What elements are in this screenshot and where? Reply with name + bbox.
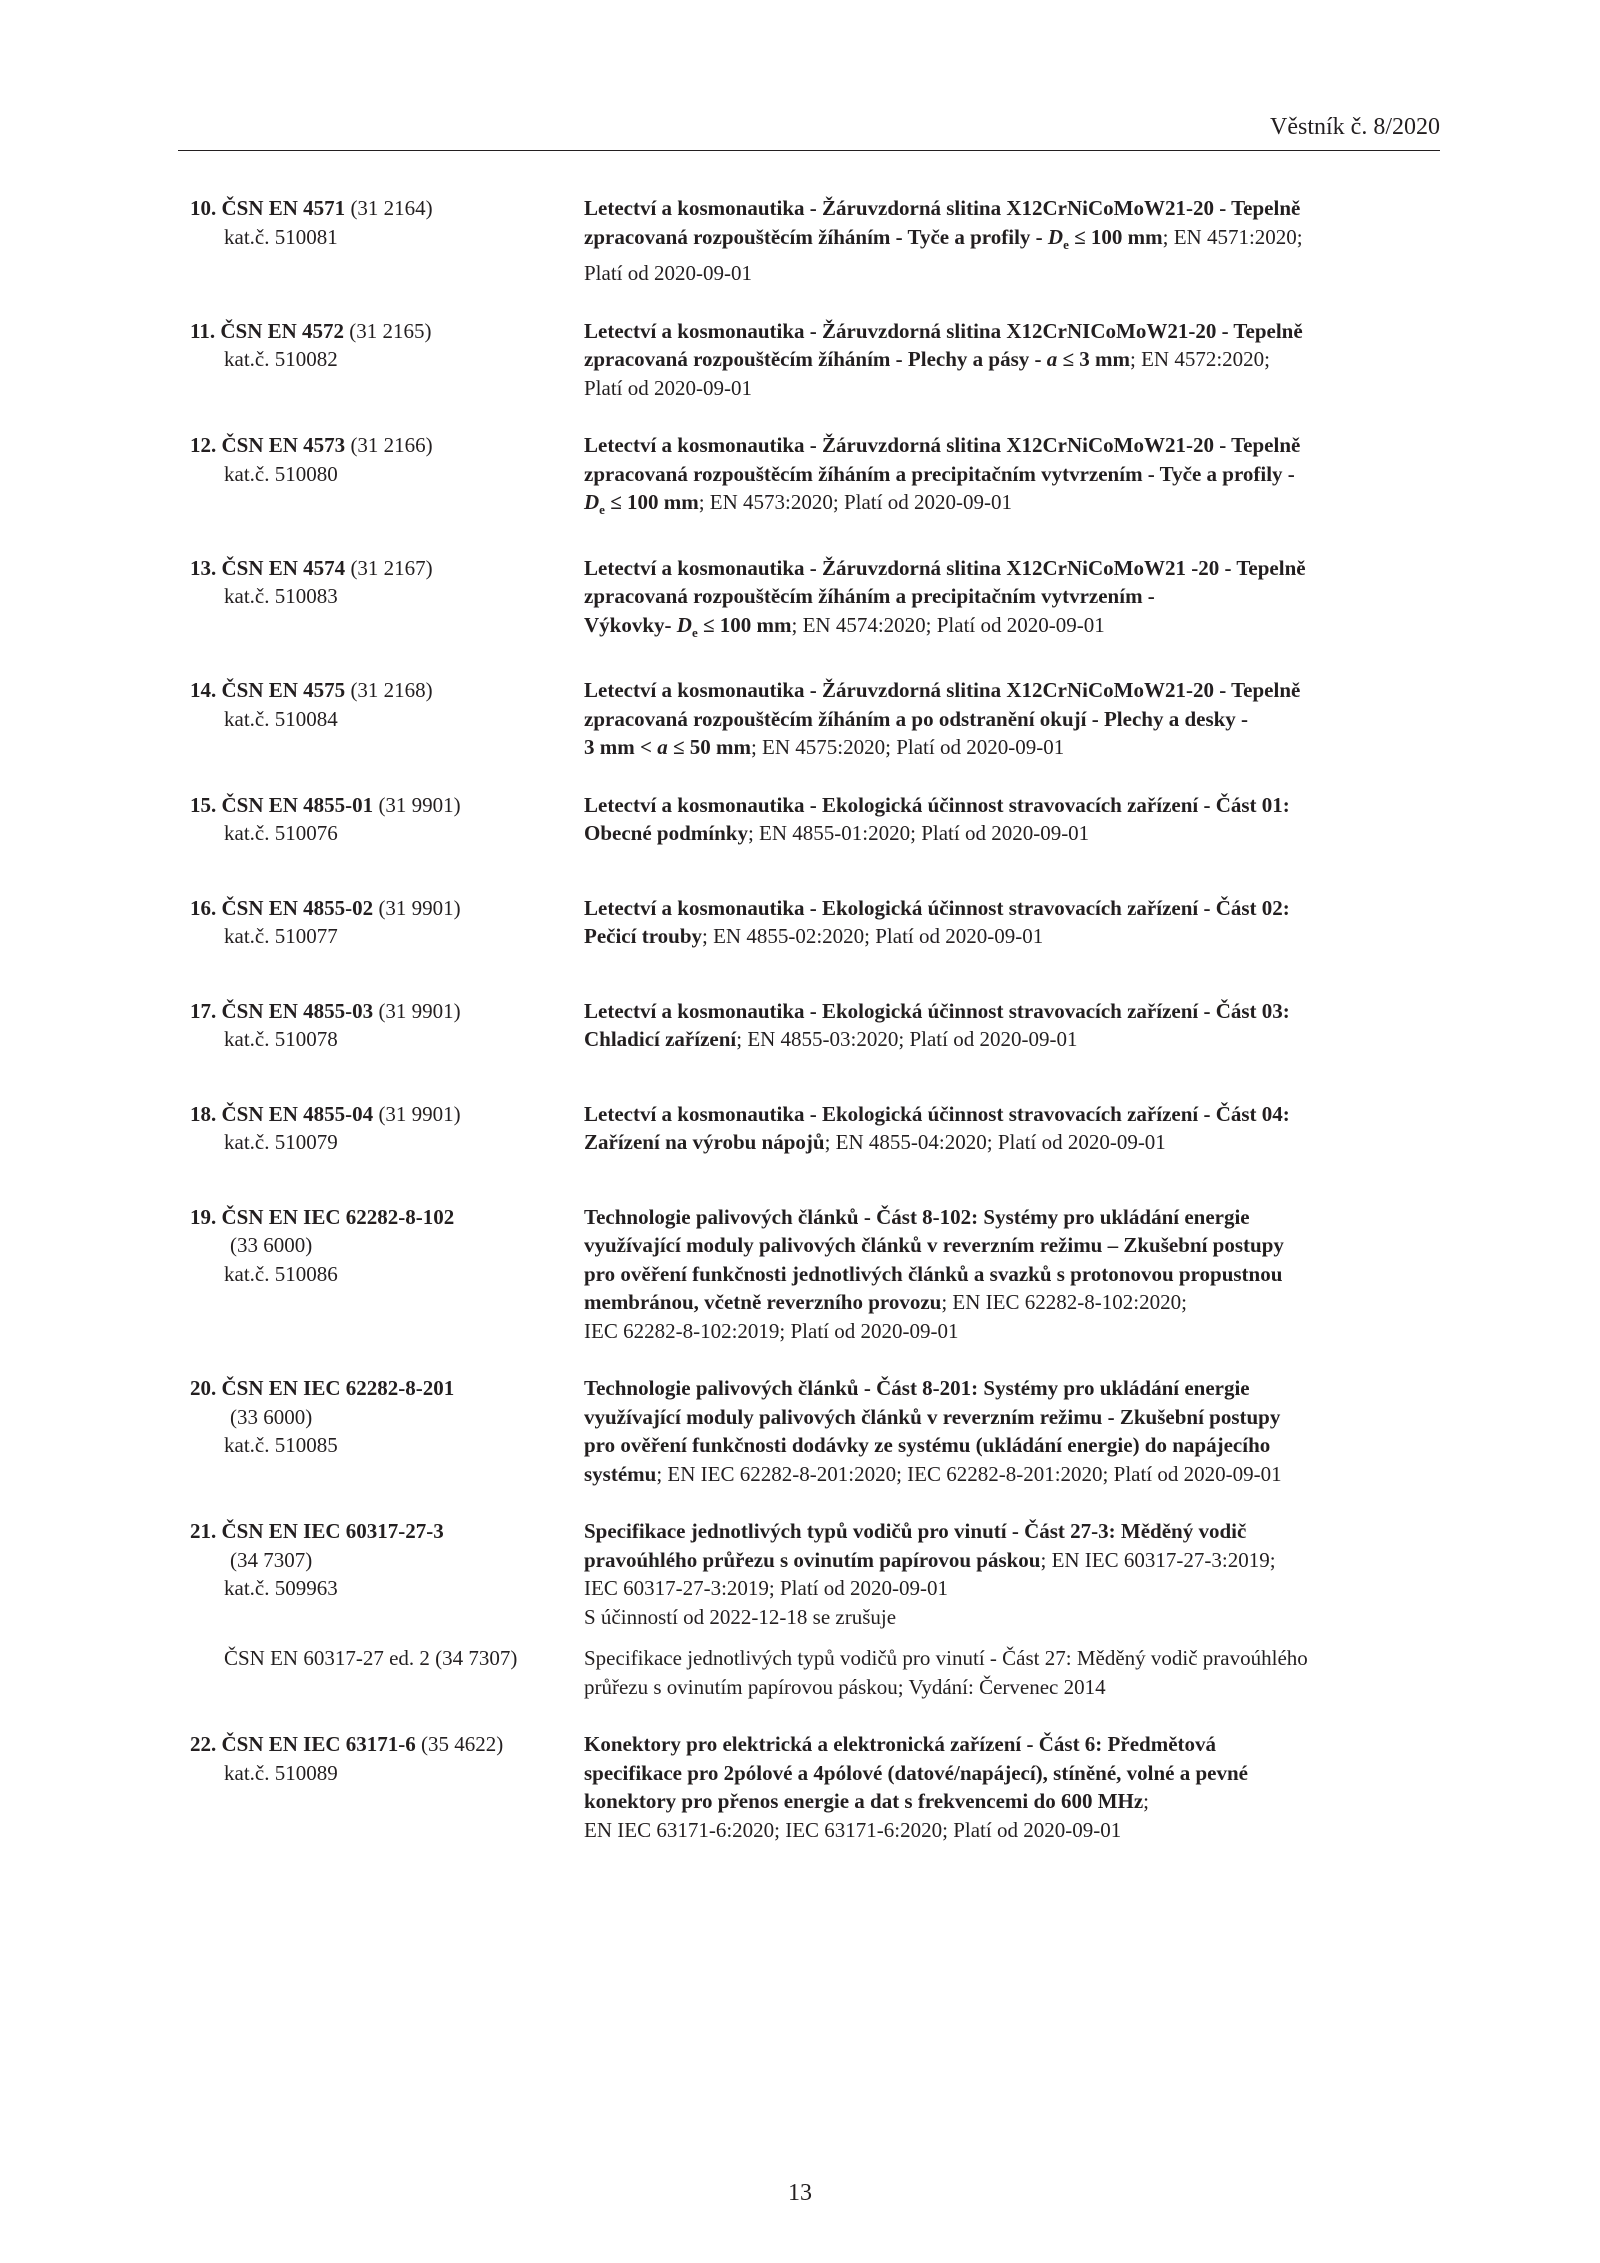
list-item: 21. ČSN EN IEC 60317-27-3 (34 7307) kat.č. 509963 Specifikace jednotlivých typů vodičů pro vinutí - Část 27-3: Měděný vodič pravoúhlého průřezu s ovinutím papírovou páskou; EN IEC 60317-27-3:2019; IEC 60317-27-3:2019; Platí od 2020-09-01 S účinností od 2022-12-18 se zrušuje ČSN EN 60317-27 ed. 2 (34 7307) Specifikace jednotlivých typů vodičů pro vinutí - Část 27: Měděný vodič pravoúhlého průřezu s ovinutím papírovou páskou; Vydání: Červenec 2014: [190, 1517, 1440, 1701]
list-item: 16. ČSN EN 4855-02 (31 9901) kat.č. 510077 Letectví a kosmonautika - Ekologická účinnost stravovacích zařízení - Část 02: Pečicí trouby; EN 4855-02:2020; Platí od 2020-09-01: [190, 894, 1440, 951]
list-item: 19. ČSN EN IEC 62282-8-102 (33 6000) kat.č. 510086 Technologie palivových článků - Část 8-102: Systémy pro ukládání energie využívající moduly palivových článků v reverzním režimu – Zkušební postupy pro ověření funkčnosti jednotlivých článků a svazků s protonovou propustnou membránou, včetně reverzního provozu; EN IEC 62282-8-102:2020; IEC 62282-8-102:2019; Platí od 2020-09-01: [190, 1203, 1440, 1346]
replaced-standard-code: ČSN EN 60317-27 ed. 2 (34 7307): [224, 1646, 518, 1670]
entry-number: 20.: [190, 1376, 217, 1400]
standards-list: [190, 194, 1440, 1844]
list-item: 13. ČSN EN 4574 (31 2167) kat.č. 510083 Letectví a kosmonautika - Žáruvzdorná slitina X12CrNiCoMoW21 -20 - Tepelně zpracovaná rozpouštěcím žíháním a precipitačním vytvrzením - Výkovky- $D_e \le 100$ mm; EN 4574:2020; Platí od 2020-09-01: [190, 554, 1440, 648]
standard-meta: ; EN 4855-03:2020; Platí od 2020-09-01: [736, 1027, 1078, 1051]
list-item: 11. ČSN EN 4572 (31 2165) kat.č. 510082 Letectví a kosmonautika - Žáruvzdorná slitina X12CrNICoMoW21-20 - Tepelně zpracovaná rozpouštěcím žíháním - Plechy a pásy - a ≤ 3 mm; EN 4572:2020; Platí od 2020-09-01: [190, 317, 1440, 403]
classification-number: (31 2164): [350, 196, 433, 220]
standard-code: ČSN EN 4575: [221, 678, 346, 702]
catalog-number: kat.č. 510089: [224, 1760, 338, 1785]
standard-code: ČSN EN 4574: [221, 555, 346, 580]
replaced-standard-title: Specifikace jednotlivých typů vodičů pro vinutí - Část 27: Měděný vodič pravoúhlého: [584, 1646, 1308, 1670]
page-number: 13: [788, 2180, 812, 2206]
standard-code: ČSN EN IEC 60317-27-3: [221, 1519, 444, 1543]
list-item: 14. ČSN EN 4575 (31 2168) kat.č. 510084 Letectví a kosmonautika - Žáruvzdorná slitina X12CrNiCoMoW21-20 - Tepelně zpracovaná rozpouštěcím žíháním a po odstranění okují - Plechy a desky - 3 mm < a ≤ 50 mm; EN 4575:2020; Platí od 2020-09-01: [190, 676, 1440, 762]
entry-number: 11.: [190, 318, 216, 343]
page-header: [178, 108, 1440, 151]
standard-meta: ; EN 4571:2020;: [1162, 224, 1303, 249]
standard-meta: ; EN IEC 62282-8-201:2020; IEC 62282-8-201:2020; Platí od 2020-09-01: [656, 1461, 1282, 1486]
catalog-number: kat.č. 509963: [224, 1576, 338, 1600]
standard-meta: ; EN 4572:2020;: [1130, 347, 1271, 371]
list-item: 20. ČSN EN IEC 62282-8-201 (33 6000) kat.č. 510085 Technologie palivových článků - Část 8-201: Systémy pro ukládání energie využívající moduly palivových článků v reverzním režimu - Zkušební postupy pro ověření funkčnosti dodávky ze systému (ukládání energie) do napájecího systému; EN IEC 62282-8-201:2020; IEC 62282-8-201:2020; Platí od 2020-09-01: [190, 1374, 1440, 1488]
standard-code: ČSN EN 4571: [221, 196, 346, 220]
withdrawal-note: S účinností od 2022-12-18 se zrušuje: [584, 1604, 897, 1629]
catalog-number: kat.č. 510082: [224, 347, 338, 371]
validity-date: Platí od 2020-09-01: [584, 375, 752, 400]
standard-code: ČSN EN 4573: [221, 433, 346, 457]
standard-code: ČSN EN IEC 62282-8-102: [221, 1204, 455, 1229]
standard-meta: ; EN 4574:2020; Platí od 2020-09-01: [791, 612, 1105, 637]
classification-number: (31 2166): [350, 433, 433, 457]
classification-number: (31 2167): [350, 555, 433, 580]
standard-meta: ; EN IEC 62282-8-102:2020;: [941, 1290, 1187, 1314]
standard-title: Technologie palivových článků - Část 8-201: Systémy pro ukládání energie: [584, 1376, 1250, 1400]
classification-number: (31 2165): [349, 318, 432, 343]
classification-number: (31 9901): [378, 792, 461, 817]
standard-title: Letectví a kosmonautika - Žáruvzdorná slitina X12CrNICoMoW21-20 - Tepelně: [584, 318, 1303, 343]
standard-meta: ; EN 4573:2020; Platí od 2020-09-01: [698, 490, 1012, 514]
standard-title: Konektory pro elektrická a elektronická zařízení - Část 6: Předmětová: [584, 1732, 1217, 1756]
catalog-number: kat.č. 510079: [224, 1130, 338, 1154]
validity-date: IEC 62282-8-102:2019; Platí od 2020-09-01: [584, 1318, 959, 1343]
standard-title: Letectví a kosmonautika - Žáruvzdorná slitina X12CrNiCoMoW21 -20 - Tepelně: [584, 555, 1306, 580]
list-item: 18. ČSN EN 4855-04 (31 9901) kat.č. 510079 Letectví a kosmonautika - Ekologická účinnost stravovacích zařízení - Část 04: Zařízení na výrobu nápojů; EN 4855-04:2020; Platí od 2020-09-01: [190, 1100, 1440, 1157]
entry-number: 21.: [190, 1519, 217, 1543]
classification-number: (34 7307): [230, 1547, 313, 1572]
standard-title: Letectví a kosmonautika - Ekologická účinnost stravovacích zařízení - Část 02:: [584, 895, 1290, 920]
entry-number: 10.: [190, 196, 217, 220]
standard-code: ČSN EN 4855-01: [221, 792, 374, 817]
catalog-number: kat.č. 510077: [224, 924, 338, 948]
catalog-number: kat.č. 510078: [224, 1027, 338, 1051]
classification-number: (33 6000): [230, 1233, 313, 1257]
list-item: 15. ČSN EN 4855-01 (31 9901) kat.č. 510076 Letectví a kosmonautika - Ekologická účinnost stravovacích zařízení - Část 01: Obecné podmínky; EN 4855-01:2020; Platí od 2020-09-01: [190, 791, 1440, 848]
catalog-number: kat.č. 510076: [224, 821, 338, 845]
list-item: 17. ČSN EN 4855-03 (31 9901) kat.č. 510078 Letectví a kosmonautika - Ekologická účinnost stravovacích zařízení - Část 03: Chladicí zařízení; EN 4855-03:2020; Platí od 2020-09-01: [190, 997, 1440, 1054]
validity-date: EN IEC 63171-6:2020; IEC 63171-6:2020; Platí od 2020-09-01: [584, 1817, 1122, 1842]
standard-title: Letectví a kosmonautika - Žáruvzdorná slitina X12CrNiCoMoW21-20 - Tepelně: [584, 678, 1301, 702]
entry-number: 19.: [190, 1204, 217, 1229]
entry-number: 17.: [190, 998, 217, 1023]
standard-title: Letectví a kosmonautika - Ekologická účinnost stravovacích zařízení - Část 03:: [584, 998, 1290, 1023]
standard-code: ČSN EN 4572: [220, 318, 345, 343]
catalog-number: kat.č. 510080: [224, 461, 338, 486]
entry-number: 14.: [190, 678, 217, 702]
list-item: 12. ČSN EN 4573 (31 2166) kat.č. 510080 Letectví a kosmonautika - Žáruvzdorná slitina X12CrNiCoMoW21-20 - Tepelně zpracovaná rozpouštěcím žíháním a precipitačním vytvrzením - Tyče a profily - $D_e \le 100$ mm; EN 4573:2020; Platí od 2020-09-01: [190, 431, 1440, 525]
entry-number: 15.: [190, 792, 217, 817]
catalog-number: kat.č. 510085: [224, 1433, 338, 1457]
standard-code: ČSN EN 4855-02: [221, 895, 374, 920]
standard-code: ČSN EN 4855-04: [221, 1101, 374, 1126]
standard-meta: ; EN 4575:2020; Platí od 2020-09-01: [750, 735, 1065, 759]
classification-number: (31 2168): [350, 678, 433, 702]
catalog-number: kat.č. 510081: [224, 224, 338, 249]
replaced-standard: ČSN EN 60317-27 ed. 2 (34 7307) Specifikace jednotlivých typů vodičů pro vinutí - Část 27: Měděný vodič pravoúhlého průřezu s ovinutím papírovou páskou; Vydání: Červenec 2014: [190, 1644, 1440, 1701]
validity-date: IEC 60317-27-3:2019; Platí od 2020-09-01: [584, 1576, 948, 1600]
standard-meta: ; EN IEC 60317-27-3:2019;: [1040, 1547, 1276, 1572]
standard-code: ČSN EN IEC 63171-6: [221, 1732, 416, 1756]
standard-title: Technologie palivových článků - Část 8-102: Systémy pro ukládání energie: [584, 1204, 1250, 1229]
entry-number: 12.: [190, 433, 217, 457]
standard-title: Letectví a kosmonautika - Ekologická účinnost stravovacích zařízení - Část 04:: [584, 1101, 1290, 1126]
entry-number: 22.: [190, 1732, 217, 1756]
classification-number: (31 9901): [378, 895, 461, 920]
standard-code: ČSN EN 4855-03: [221, 998, 374, 1023]
list-item: 10. ČSN EN 4571 (31 2164) kat.č. 510081 Letectví a kosmonautika - Žáruvzdorná slitina X12CrNiCoMoW21-20 - Tepelně zpracovaná rozpouštěcím žíháním - Tyče a profily - $D_e \le 100$ mm; EN 4571:2020; Platí od 2020-09-01: [190, 194, 1440, 288]
catalog-number: kat.č. 510086: [224, 1261, 338, 1286]
standard-title: Letectví a kosmonautika - Ekologická účinnost stravovacích zařízení - Část 01:: [584, 792, 1290, 817]
standard-code: ČSN EN IEC 62282-8-201: [221, 1376, 455, 1400]
catalog-number: kat.č. 510083: [224, 584, 338, 608]
list-item: 22. ČSN EN IEC 63171-6 (35 4622) kat.č. 510089 Konektory pro elektrická a elektronická zařízení - Část 6: Předmětová specifikace pro 2pólové a 4pólové (datové/napájecí), stíněné, volné a pevné konektory pro přenos energie a dat s frekvencemi do 600 MHz; EN IEC 63171-6:2020; IEC 63171-6:2020; Platí od 2020-09-01: [190, 1730, 1440, 1844]
standard-meta: ;: [1143, 1789, 1150, 1813]
entry-number: 16.: [190, 895, 217, 920]
standard-meta: ; EN 4855-02:2020; Platí od 2020-09-01: [702, 924, 1044, 948]
standard-meta: ; EN 4855-01:2020; Platí od 2020-09-01: [747, 821, 1090, 845]
entry-number: 13.: [190, 555, 217, 580]
entry-number: 18.: [190, 1101, 217, 1126]
journal-issue-title: Věstník č. 8/2020: [1270, 114, 1440, 140]
classification-number: (31 9901): [378, 998, 461, 1023]
validity-date: Platí od 2020-09-01: [584, 261, 752, 285]
classification-number: (31 9901): [378, 1101, 461, 1126]
standard-title: Letectví a kosmonautika - Žáruvzdorná slitina X12CrNiCoMoW21-20 - Tepelně: [584, 196, 1301, 220]
classification-number: (35 4622): [421, 1732, 504, 1756]
standard-title: Letectví a kosmonautika - Žáruvzdorná slitina X12CrNiCoMoW21-20 - Tepelně: [584, 433, 1301, 457]
classification-number: (33 6000): [230, 1404, 313, 1429]
standard-meta: ; EN 4855-04:2020; Platí od 2020-09-01: [824, 1130, 1166, 1154]
standard-title: Specifikace jednotlivých typů vodičů pro vinutí - Část 27-3: Měděný vodič: [584, 1519, 1247, 1543]
catalog-number: kat.č. 510084: [224, 706, 338, 731]
